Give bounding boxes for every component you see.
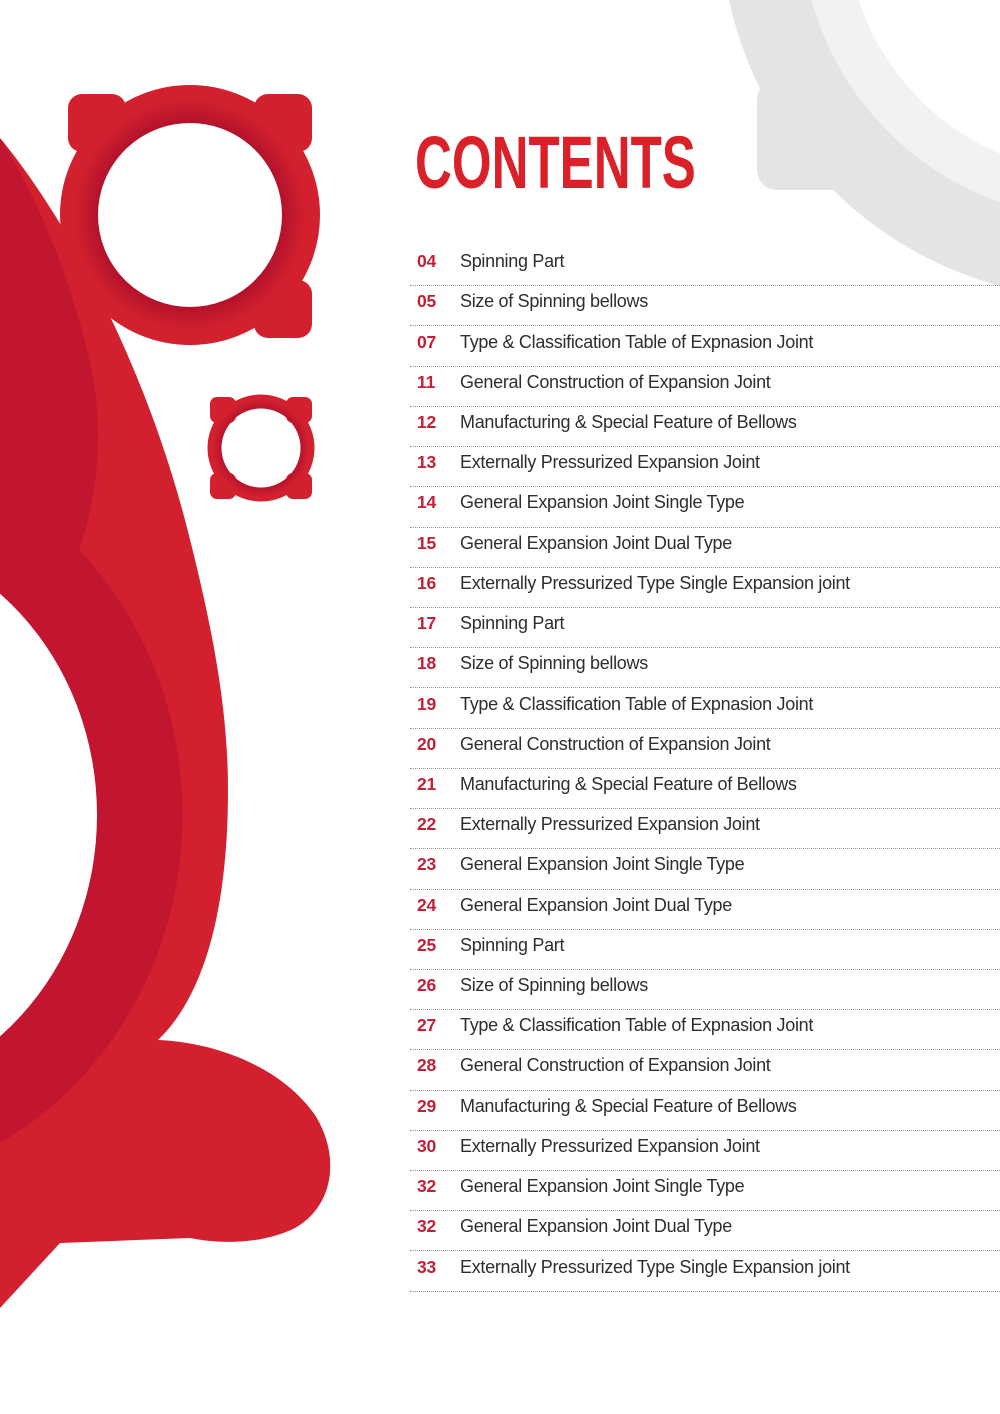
toc-entry-label: Size of Spinning bellows (460, 291, 648, 312)
toc-entry-label: General Construction of Expansion Joint (460, 1055, 771, 1076)
toc-page-number: 12 (417, 411, 437, 432)
toc-row[interactable] (410, 809, 1000, 849)
toc-page-number: 29 (417, 1095, 437, 1116)
toc-entry-label: General Expansion Joint Single Type (460, 854, 745, 875)
toc-row[interactable] (410, 890, 1000, 930)
toc-row[interactable] (410, 648, 1000, 688)
toc-page-number: 24 (417, 894, 437, 915)
toc-entry-label: Type & Classification Table of Expnasion Joint (460, 1015, 814, 1036)
small-bellows-ring-icon (210, 397, 312, 499)
toc-page-number: 32 (417, 1176, 437, 1197)
toc-row[interactable] (410, 970, 1000, 1010)
gray-bellows-ring-icon (757, 0, 1000, 237)
toc-page-number: 07 (417, 331, 437, 352)
toc-entry-label: Manufacturing & Special Feature of Bellows (460, 1095, 797, 1116)
toc-page-number: 14 (417, 492, 437, 513)
toc-page-number: 27 (417, 1015, 437, 1036)
toc-page-number: 28 (417, 1055, 437, 1076)
toc-row[interactable] (410, 568, 1000, 608)
toc-row[interactable] (410, 729, 1000, 769)
toc-page-number: 32 (417, 1216, 437, 1237)
toc-entry-label: General Expansion Joint Dual Type (460, 1216, 732, 1237)
toc-entry-label: General Expansion Joint Single Type (460, 492, 745, 513)
toc-entry-label: General Expansion Joint Dual Type (460, 532, 732, 553)
toc-page-number: 17 (417, 613, 437, 634)
toc-page-number: 04 (417, 251, 437, 272)
toc-page-number: 21 (417, 773, 437, 794)
toc-row[interactable] (410, 1050, 1000, 1090)
toc-entry-label: Manufacturing & Special Feature of Bellows (460, 773, 797, 794)
toc-row[interactable] (410, 688, 1000, 728)
toc-page-number: 13 (417, 452, 437, 473)
toc-entry-label: Externally Pressurized Expansion Joint (460, 1135, 760, 1156)
toc-row[interactable] (410, 1131, 1000, 1171)
large-bellows-ring-icon (68, 94, 312, 338)
toc-row[interactable] (410, 769, 1000, 809)
toc-row[interactable] (410, 849, 1000, 889)
ring-band (215, 402, 308, 495)
toc-entry-label: Type & Classification Table of Expnasion Joint (460, 693, 814, 714)
toc-row[interactable] (410, 1211, 1000, 1251)
toc-page-number: 20 (417, 733, 437, 754)
toc-row[interactable] (410, 930, 1000, 970)
toc-entry-label: Size of Spinning bellows (460, 975, 648, 996)
toc-entry-label: General Construction of Expansion Joint (460, 371, 771, 392)
toc-page-number: 25 (417, 934, 437, 955)
toc-row[interactable] (410, 1171, 1000, 1211)
toc-page-number: 33 (417, 1256, 437, 1277)
toc-row[interactable] (410, 326, 1000, 366)
toc-row[interactable] (410, 246, 1000, 286)
toc-entry-label: General Expansion Joint Dual Type (460, 894, 732, 915)
page-title: CONTENTS (415, 121, 696, 204)
toc-list (410, 246, 1000, 1292)
toc-page-number: 26 (417, 975, 437, 996)
toc-entry-label: General Construction of Expansion Joint (460, 733, 771, 754)
toc-page-number: 15 (417, 532, 437, 553)
toc-row[interactable] (410, 487, 1000, 527)
toc-row[interactable] (410, 608, 1000, 648)
toc-entry-label: Spinning Part (460, 934, 565, 955)
toc-row[interactable] (410, 407, 1000, 447)
toc-page-number: 16 (417, 572, 437, 593)
toc-entry-label: General Expansion Joint Single Type (460, 1176, 745, 1197)
toc-entry-label: Spinning Part (460, 251, 565, 272)
toc-entry-label: Externally Pressurized Type Single Expansion joint (460, 1256, 850, 1277)
toc-row[interactable] (410, 1251, 1000, 1291)
toc-page-number: 18 (417, 653, 437, 674)
ring-band (79, 104, 301, 326)
toc-entry-label: Externally Pressurized Type Single Expansion joint (460, 572, 850, 593)
toc-entry-label: Externally Pressurized Expansion Joint (460, 814, 760, 835)
toc-entry-label: Manufacturing & Special Feature of Bellows (460, 411, 797, 432)
toc-row[interactable] (410, 286, 1000, 326)
toc-row[interactable] (410, 528, 1000, 568)
toc-row[interactable] (410, 1010, 1000, 1050)
toc-page-number: 05 (417, 291, 437, 312)
toc-page-number: 22 (417, 814, 437, 835)
toc-entry-label: Spinning Part (460, 613, 565, 634)
toc-entry-label: Size of Spinning bellows (460, 653, 648, 674)
toc-row[interactable] (410, 447, 1000, 487)
toc-entry-label: Externally Pressurized Expansion Joint (460, 452, 760, 473)
toc-page-number: 11 (417, 371, 436, 392)
toc-page-number: 19 (417, 693, 437, 714)
toc-row[interactable] (410, 367, 1000, 407)
toc-page-number: 30 (417, 1135, 437, 1156)
toc-row[interactable] (410, 1091, 1000, 1131)
toc-entry-label: Type & Classification Table of Expnasion Joint (460, 331, 814, 352)
toc-page-number: 23 (417, 854, 437, 875)
